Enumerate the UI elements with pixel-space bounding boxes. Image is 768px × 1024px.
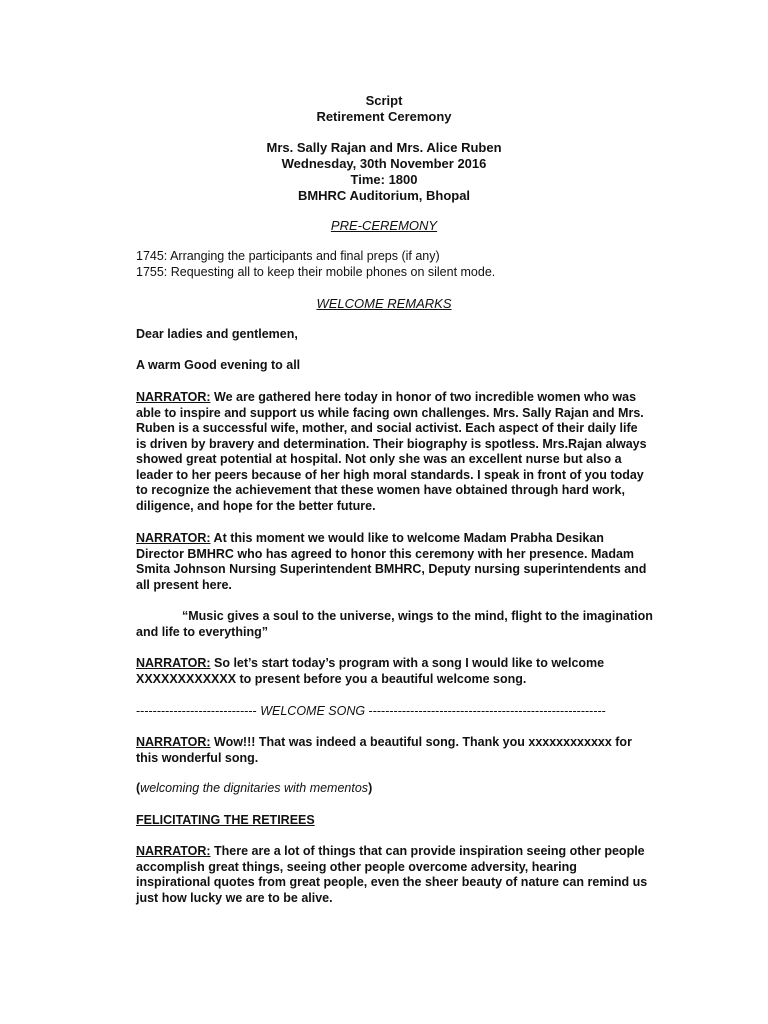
- pre-ceremony-item: 1755: Requesting all to keep their mobile phones on silent mode.: [136, 264, 496, 279]
- greeting: [136, 327, 636, 343]
- narrator-label: NARRATOR:: [136, 390, 211, 404]
- narration-text: Director BMHRC who has agreed to honor this ceremony with her presence. Madam: [136, 546, 635, 561]
- narration-text: leader to her peers because of her high moral standards. I speak in front of you today: [136, 467, 644, 482]
- narration-text: XXXXXXXXXXXX to present before you a beautiful welcome song.: [136, 671, 527, 686]
- narration-text: diligence, and hope for the better future.: [136, 498, 376, 513]
- narration-text: So let’s start today’s program with a song I would like to welcome: [210, 656, 605, 670]
- honorees: Mrs. Sally Rajan and Mrs. Alice Ruben: [266, 140, 502, 155]
- event-venue: BMHRC Auditorium, Bhopal: [297, 188, 471, 203]
- narration-text: Ruben is a successful wife, mother, and social activist. Each aspect of their daily life: [136, 421, 638, 435]
- paren-close: ): [368, 781, 373, 795]
- narrator-label: NARRATOR:: [136, 844, 211, 858]
- divider-dashes-right: ---------------------------------------------------------: [365, 704, 606, 718]
- narration-text: Wow!!! That was indeed a beautiful song. Thank you xxxxxxxxxxxx for: [210, 735, 632, 749]
- title-script: Script: [365, 93, 403, 108]
- narration-paragraph-1: [136, 390, 647, 514]
- pre-ceremony-item: 1745: Arranging the participants and final preps (if any): [136, 249, 440, 263]
- pre-ceremony-heading: PRE-CEREMONY: [330, 218, 438, 233]
- paren-open: (: [136, 781, 141, 795]
- greeting-text: Dear ladies and gentlemen,: [136, 327, 298, 341]
- title-ceremony: Retirement Ceremony: [316, 109, 452, 124]
- narration-text: At this moment we would like to welcome Madam Prabha Desikan: [210, 531, 604, 545]
- dignitaries-note: [136, 781, 636, 797]
- narrator-label: NARRATOR:: [136, 735, 211, 749]
- document-title: [136, 93, 632, 125]
- narration-paragraph-5: [136, 844, 648, 906]
- quote: [136, 609, 653, 640]
- narration-text: There are a lot of things that can provide inspiration seeing other people: [210, 844, 645, 858]
- narration-text: this wonderful song.: [136, 750, 259, 765]
- quote-line: “Music gives a soul to the universe, wings to the mind, flight to the imagination: [182, 609, 653, 623]
- narration-text: accomplish great things, seeing other people overcome adversity, hearing: [136, 859, 577, 874]
- narration-text: We are gathered here today in honor of two incredible women who was: [210, 390, 637, 404]
- event-time: Time: 1800: [350, 172, 418, 187]
- narration-text: showed great potential at hospital. Not only she was an excellent nurse but also a: [136, 452, 622, 466]
- welcome-remarks-heading: WELCOME REMARKS: [316, 296, 452, 311]
- narration-text: is driven by bravery and determination. Their biography is spotless. Mrs.Rajan always: [136, 436, 647, 451]
- narration-text: just how lucky we are to be alive.: [136, 890, 333, 905]
- event-date: Wednesday, 30th November 2016: [281, 156, 487, 171]
- welcome-song-label: WELCOME SONG: [260, 704, 366, 718]
- narration-text: to recognize the achievement that these women have obtained through hard work,: [136, 483, 625, 497]
- quote-line: and life to everything”: [136, 624, 268, 639]
- good-evening-text: A warm Good evening to all: [136, 358, 301, 372]
- narrator-label: NARRATOR:: [136, 656, 211, 670]
- good-evening: [136, 358, 636, 374]
- narration-paragraph-3: [136, 656, 636, 687]
- narration-text: able to inspire and support us while facing own challenges. Mrs. Sally Rajan and Mrs.: [136, 405, 644, 420]
- pre-ceremony-list: [136, 249, 636, 280]
- dignitaries-text: welcoming the dignitaries with mementos: [140, 781, 369, 795]
- event-details: [136, 140, 632, 204]
- narration-paragraph-4: [136, 735, 636, 766]
- narration-paragraph-2: [136, 531, 647, 593]
- narration-text: Smita Johnson Nursing Superintendent BMHRC, Deputy nursing superintendents and: [136, 562, 647, 576]
- narration-text: all present here.: [136, 577, 232, 592]
- narration-text: inspirational quotes from great people, even the sheer beauty of nature can remind us: [136, 875, 648, 889]
- welcome-song-divider: [136, 704, 636, 720]
- felicitating-heading: FELICITATING THE RETIREES: [136, 813, 315, 827]
- narrator-label: NARRATOR:: [136, 531, 211, 545]
- divider-dashes-left: -----------------------------: [136, 704, 261, 718]
